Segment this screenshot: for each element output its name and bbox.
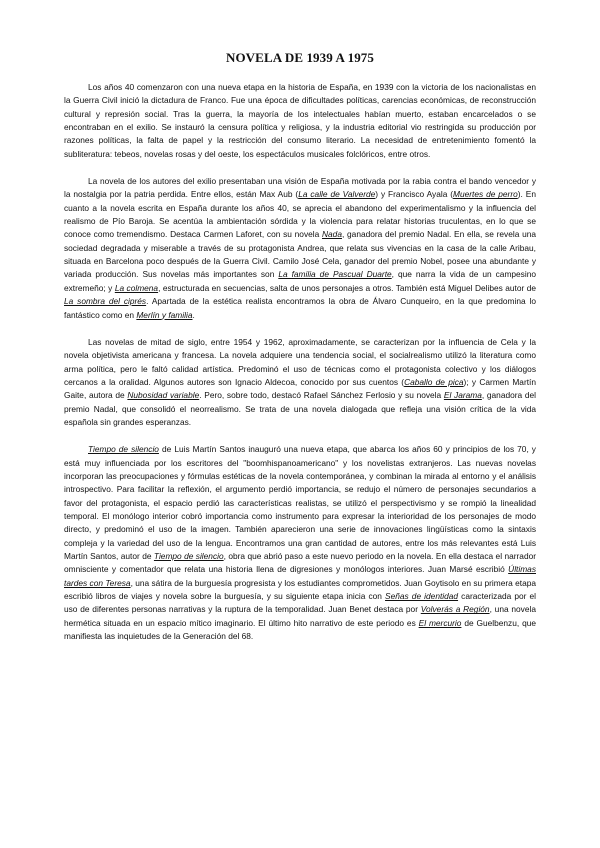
- work-title: Merlín y familia: [136, 309, 193, 320]
- text-run: Las novelas de mitad de siglo, entre 1954 y 1962, aproximadamente, se caracterizan por la influencia de Cela y la novela objetivista americana y francesa. La novela adquiere una tendencia social, el socialrealismo utilizó la literatura como arma política, pero le faltó calidad artística. Predominó el uso de técnicas como el protagonista colectivo y los diálogos cercanos a la oralidad. Algunos autores son Ignacio Aldecoa, conocido por sus cuentos (: [64, 336, 536, 387]
- work-title: Caballo de pica: [404, 376, 464, 387]
- text-run: , ganadora del premio Nadal. En ella, se revela una sociedad degradada y miserable a través de su protagonista Andrea, que relata sus vivencias en la casa de la calle Aribau, situada en Barcelona poco después de la Guerra Civil. Camilo José Cela, ganador del premio Nobel, posee una abundante y variada producción. Sus novelas más importantes son: [64, 229, 536, 280]
- paragraph: [64, 175, 536, 322]
- work-title: Volverás a Región: [420, 604, 490, 615]
- text-run: , estructurada en secuencias, salta de unos personajes a otros. También está Miguel Delibes autor de: [158, 282, 536, 293]
- work-title: Nubosidad variable: [127, 390, 200, 401]
- work-title: Tiempo de silencio: [153, 551, 224, 561]
- text-run: caracterizada por el uso de diferentes personas narrativas y la ruptura de la temporalidad. Juan Benet destaca por: [64, 591, 536, 615]
- document-title: NOVELA DE 1939 A 1975: [225, 50, 374, 65]
- text-run: .: [192, 309, 195, 320]
- text-run: , obra que abrió paso a este nuevo periodo en la novela. En ella destaca el narrador omnisciente y comentador que relata una historia llena de digresiones y monólogos interiores. Juan Marsé escribió: [64, 551, 537, 575]
- text-run: La novela de los autores del exilio presentaban una visión de España motivada por la rabia contra el bando vencedor y la nostalgia por la patria perdida. Entre ellos, están Max Aub (: [64, 176, 536, 200]
- text-run: ); y Carmen Martín Gaite, autora de: [64, 376, 537, 401]
- text-run: , ganadora del premio Nadal, que consolidó el neorrealismo. Se trata de una novela dialogada que refleja una visión crítica de la vida española sin grandes esperanzas.: [64, 390, 537, 427]
- text-run: Los años 40 comenzaron con una nueva etapa en la historia de España, en 1939 con la victoria de los nacionalistas en la Guerra Civil inició la dictadura de Franco. Fue una época de dificultades políticas, carencias económicas, de reconstrucción cultural y represión social. Tras la guerra, la mayoría de los intelectuales habían muerto, estaban encarcelados o se encontraban en el exilio. Se instauró la censura política y religiosa, y la industria editorial vio restringida su producción por razones políticas, la falta de papel y la restricción del consumo literario. La necesidad de entretenimiento fomentó la subliteratura: tebeos, novelas rosas y del oeste, los espectáculos musicales folclóricos, entre otros.: [64, 82, 536, 159]
- text-run: , que narra la vida de un campesino extremeño; y: [64, 269, 536, 293]
- work-title: La familia de Pascual Duarte: [278, 269, 392, 280]
- work-title: Nada: [322, 229, 342, 240]
- text-run: . Apartada de la estética realista encontramos la obra de Álvaro Cunqueiro, en la que predomina lo fantástico como en: [64, 296, 536, 320]
- work-title: La sombra del ciprés: [64, 296, 147, 307]
- work-title: La colmena: [114, 282, 159, 293]
- text-run: ) y Francisco Ayala (: [375, 189, 454, 200]
- text-run: . Pero, sobre todo, destacó Rafael Sánchez Ferlosio y su novela: [199, 390, 444, 401]
- work-title: Últimas tardes con Teresa: [64, 564, 536, 588]
- work-title: La calle de Valverde: [298, 189, 376, 200]
- text-run: de Luis Martín Santos inauguró una nueva etapa, que abarca los años 60 y principios de los 70, y está muy influenciada por los escritores del "boomhispanoamericano" y los novelistas extranjeros. Las nuevas novelas incorporan las preocupaciones y fórmulas estéticas de la novela contemporánea, y combinan la mirada al entorno y el análisis introspectivo. Para facilitar la reflexión, el argumento perdió importancia, se redujo el número de personajes secundarios a favor del protagonista, el espacio perdió las características realistas, se utilizó el perspectivismo y se rompió la linealidad temporal. El monólogo interior cobró importancia como instrumento para expresar la interioridad de los personajes de modo directo, y predominó el uso de la imagen. También aparecieron una serie de innovaciones lingüísticas como la sintaxis compleja y la variedad del uso de la lengua. Encontramos una gran cantidad de autores, entre los más relevantes está Luis Martín Santos, autor de: [64, 444, 536, 561]
- work-title: Tiempo de silencio: [88, 444, 159, 455]
- text-run: , una sátira de la burguesía progresista y los estudiantes comprometidos. Juan Goytisolo en su primera etapa escribió libros de viajes y novela sobre la burguesía, y su siguiente etapa inicia con: [64, 577, 536, 602]
- paragraph: [64, 443, 536, 643]
- paragraph: [64, 336, 536, 429]
- text-run: ). En cuanto a la novela escrita en España durante los años 40, se aprecia el abandono del experimentalismo y la influencia del realismo de Pío Baroja. Se acentúa la ambientación sórdida y la violencia para relatar historias truculentas, en lo que se conoce como tremendismo. Destaca Carmen Laforet, con su novela: [64, 189, 536, 240]
- paragraph: [64, 81, 536, 161]
- document-body: [64, 81, 536, 643]
- work-title: Muertes de perro: [453, 189, 518, 200]
- work-title: Señas de identidad: [385, 591, 459, 602]
- text-run: de Guelbenzu, que manifiesta las inquietudes de la Generación del 68.: [64, 617, 536, 642]
- work-title: El mercurio: [418, 617, 462, 628]
- text-run: , una novela hermética situada en un espacio mítico imaginario. El último hito narrativo de este periodo es: [64, 604, 536, 628]
- work-title: El Jarama: [443, 390, 482, 401]
